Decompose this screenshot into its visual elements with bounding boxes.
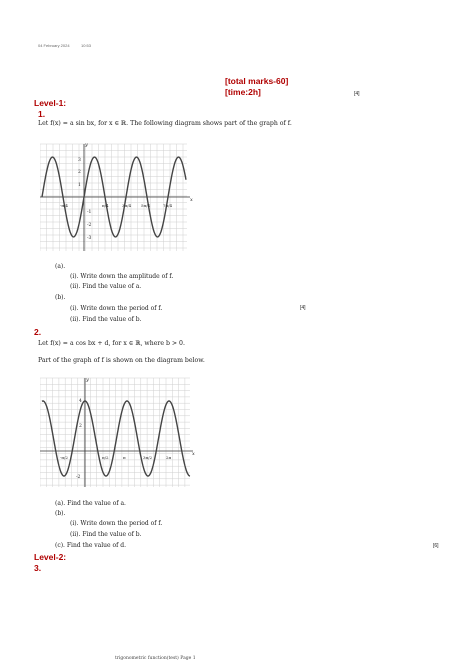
level-2-heading: Level-2: — [34, 552, 67, 562]
q1-part-b-ii: (ii). Find the value of b. — [70, 316, 142, 323]
q2-part-b-ii: (ii). Find the value of b. — [70, 531, 142, 538]
print-time: 10:53 — [81, 43, 92, 48]
graph-2-xtick-1: -π/2 — [60, 455, 68, 460]
q2-part-a: (a). Find the value of a. — [55, 500, 126, 507]
total-marks: [total marks-60] — [225, 76, 289, 86]
graph-2-y-label: y — [86, 377, 89, 383]
graph-1-xtick-3: 3π/4 — [122, 203, 132, 208]
page-footer: trigonometric function(test) Page 1 — [115, 656, 196, 661]
q2-part-b-label: (b). — [55, 510, 66, 517]
question-2-stem: Let f(x) = a cos bx + d, for x ∈ ℝ, where b > 0. — [38, 340, 185, 347]
marks-q1: [4] — [300, 305, 306, 311]
graph-1-ytick-2: 2 — [78, 170, 81, 175]
question-1-stem: Let f(x) = a sin bx, for x ∈ ℝ. The following diagram shows part of the graph of f. — [38, 120, 292, 127]
question-1-number: 1. — [38, 109, 46, 119]
q1-part-b-label: (b). — [55, 294, 66, 301]
question-2-number: 2. — [34, 327, 42, 337]
graph-1-x-label: x — [190, 197, 193, 203]
graph-2-curve — [42, 401, 190, 476]
marks-q2: [6] — [433, 543, 439, 549]
graph-2-xtick-2: π/2 — [102, 455, 109, 460]
graph-2-xtick-4: 3π/2 — [143, 455, 153, 460]
graph-1-ytick-1: 1 — [78, 183, 81, 188]
q1-part-a-label: (a). — [55, 263, 66, 270]
q1-part-a-i: (i). Write down the amplitude of f. — [70, 273, 174, 280]
graph-2-ytick-2: 2 — [79, 424, 82, 429]
time-limit: [time:2h] — [225, 87, 261, 97]
q1-part-b-i: (i). Write down the period of f. — [70, 305, 163, 312]
graph-1-y-label: y — [85, 142, 88, 148]
graph-2-x-label: x — [192, 451, 195, 457]
question-3-number: 3. — [34, 563, 42, 573]
graph-1-xtick-5: 7π/4 — [163, 203, 173, 208]
graph-2-xtick-5: 2π — [166, 455, 172, 460]
graph-1-xtick-2: π/4 — [102, 203, 109, 208]
q2-part-c: (c). Find the value of d. — [55, 542, 126, 549]
level-1-heading: Level-1: — [34, 98, 67, 108]
graph-1-sine — [40, 141, 195, 256]
graph-1-ytick-3: 3 — [78, 158, 81, 163]
graph-2-cosine — [40, 375, 200, 495]
graph-1-xtick-1: -π/4 — [60, 203, 68, 208]
print-date: 04 February 2024 — [38, 43, 70, 48]
graph-2-xtick-3: π — [123, 455, 126, 460]
graph-2-ytick-m2: -2 — [76, 475, 81, 480]
q2-part-b-i: (i). Write down the period of f. — [70, 520, 163, 527]
graph-1-ytick-m3: -3 — [87, 236, 92, 241]
marks-top: [4] — [354, 91, 360, 97]
graph-1-xtick-4: 5π/4 — [141, 203, 151, 208]
graph-1-ytick-m2: -2 — [87, 223, 92, 228]
graph-1-ytick-m1: -1 — [87, 210, 92, 215]
q1-part-a-ii: (ii). Find the value of a. — [70, 283, 142, 290]
question-2-intro: Part of the graph of f is shown on the diagram below. — [38, 357, 205, 364]
graph-2-ytick-4: 4 — [79, 399, 82, 404]
